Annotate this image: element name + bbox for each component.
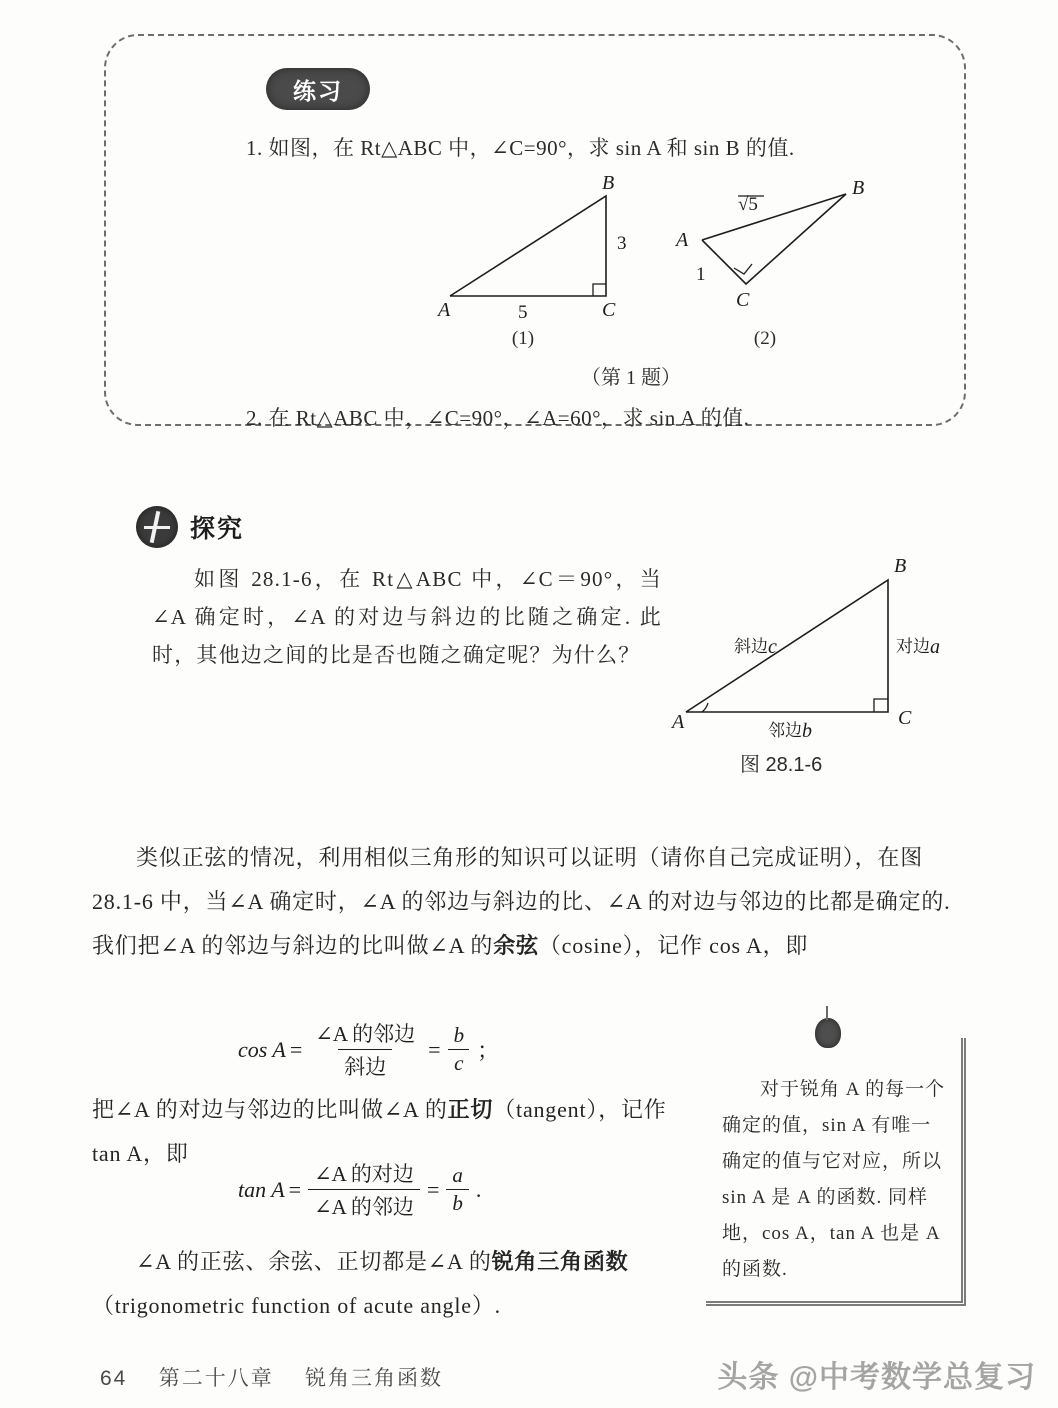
formula-cosine-fraction [309, 1018, 421, 1081]
figure-2816-adjacent-label: 邻边b [768, 720, 812, 742]
inquiry-title: 探究 [190, 515, 245, 543]
figure1-vertex-a-label: A [438, 299, 451, 321]
figure1-side-bc-label: 3 [617, 233, 627, 254]
exercise-figure-2 [666, 176, 886, 321]
figure-28-1-6-caption: 图 28.1-6 [740, 754, 823, 776]
figure-2816-vertex-b-label: B [894, 555, 907, 577]
figure2-vertex-a-label: A [676, 229, 689, 251]
formula-cosine [238, 1018, 499, 1081]
figure1-side-ac-label: 5 [518, 302, 528, 323]
figure1-vertex-c-label: C [602, 299, 616, 321]
formula-tangent-denominator: ∠A 的邻边 [308, 1189, 420, 1221]
term-tangent: 正切 [447, 1097, 494, 1122]
main-paragraph-2-head: 把∠A 的对边与邻边的比叫做∠A 的 [92, 1097, 448, 1122]
figure1-vertex-b-label: B [602, 172, 615, 194]
main-paragraph-1-text: 类似正弦的情况，利用相似三角形的知识可以证明（请你自己完成证明），在图 28.1-6 中，当∠A 确定时，∠A 的邻边与斜边的比、∠A 的对边与邻边的比都是确定的. 我们把∠A 的邻边与斜边的比叫做∠A 的 [92, 845, 951, 958]
figure-2816-opposite-label: 对边a [896, 636, 940, 658]
footer-page-number: 64 [100, 1367, 128, 1390]
term-acute-trig-function: 锐角三角函数 [491, 1249, 629, 1274]
inquiry-body: 如图 28.1-6，在 Rt△ABC 中，∠C＝90°，当∠A 确定时，∠A 的对边与斜边的比随之确定. 此时，其他边之间的比是否也随之确定呢？为什么？ [152, 567, 662, 667]
figure-2816-vertex-c-label: C [898, 707, 912, 729]
main-paragraph-1-tail: （cosine），记作 cos A，即 [538, 933, 809, 958]
formula-tangent-fraction [308, 1158, 420, 1221]
main-paragraph-3-head: ∠A 的正弦、余弦、正切都是∠A 的 [136, 1249, 492, 1274]
formula-tangent-lhs: tan A [238, 1176, 285, 1202]
exercise-badge: 练习 [266, 68, 370, 110]
formula-tangent [238, 1158, 481, 1221]
formula-cosine-numerator: ∠A 的邻边 [315, 1022, 416, 1046]
formula-cosine-punctuation: ； [477, 1038, 500, 1063]
formula-cosine-lhs: cos A [238, 1036, 286, 1062]
term-cosine: 余弦 [493, 933, 539, 958]
main-paragraph-2-tail: （tangent），记作 tan A，即 [92, 1097, 667, 1166]
formula-cosine-result-denominator: c [448, 1049, 469, 1076]
exercise-figure-1-label: (1) [511, 328, 535, 349]
formula-tangent-result-numerator: a [452, 1163, 463, 1187]
main-paragraph-3 [92, 1240, 692, 1328]
exercise-figure-2-label: (2) [753, 328, 777, 349]
figure2-hypotenuse-label: √5 [738, 194, 758, 215]
formula-tangent-punctuation: . [475, 1176, 482, 1202]
formula-cosine-denominator: 斜边 [338, 1049, 392, 1081]
watermark: 头条 @中考数学总复习 [717, 1361, 1036, 1394]
formula-cosine-equals-2: = [428, 1036, 441, 1062]
figure2-leg-label: 1 [696, 264, 706, 285]
footer-chapter-title: 锐角三角函数 [305, 1367, 444, 1390]
footer-chapter: 第二十八章 [158, 1367, 274, 1390]
formula-tangent-result-fraction [446, 1163, 469, 1216]
formula-tangent-equals-2: = [426, 1176, 440, 1202]
side-note: 对于锐角 A 的每一个确定的值，sin A 有唯一确定的值与它对应，所以 sin A 是 A 的函数. 同样地，cos A，tan A 也是 A 的函数. [706, 1038, 966, 1306]
page-footer [100, 1362, 443, 1392]
figure-2816-hypotenuse-label: 斜边c [734, 636, 777, 658]
formula-cosine-result-numerator: b [453, 1023, 465, 1047]
formula-tangent-equals: = [288, 1176, 302, 1202]
figure2-vertex-c-label: C [736, 289, 750, 311]
formula-cosine-equals: = [289, 1036, 303, 1062]
formula-tangent-numerator: ∠A 的对边 [314, 1162, 414, 1186]
exercise-item-2: 2. 在 Rt△ABC 中，∠C=90°，∠A=60°，求 sin A 的值. [246, 406, 750, 430]
main-paragraph-1 [92, 836, 964, 968]
main-paragraph-3-tail: （trigonometric function of acute angle）. [92, 1293, 501, 1318]
figure-28-1-6 [672, 556, 942, 746]
inquiry-header [136, 506, 244, 548]
exercise-box [104, 34, 966, 430]
formula-cosine-result-fraction [448, 1023, 471, 1076]
figure-2816-vertex-a-label: A [672, 711, 685, 733]
exercise-figure-1 [436, 172, 656, 323]
exercise-problem-caption: （第 1 题） [581, 367, 681, 389]
figure2-vertex-b-label: B [852, 177, 865, 199]
formula-tangent-result-denominator: b [446, 1189, 469, 1216]
inquiry-badge-icon [136, 506, 178, 548]
exercise-item-1: 1. 如图，在 Rt△ABC 中，∠C=90°，求 sin A 和 sin B 的值. [246, 136, 795, 160]
